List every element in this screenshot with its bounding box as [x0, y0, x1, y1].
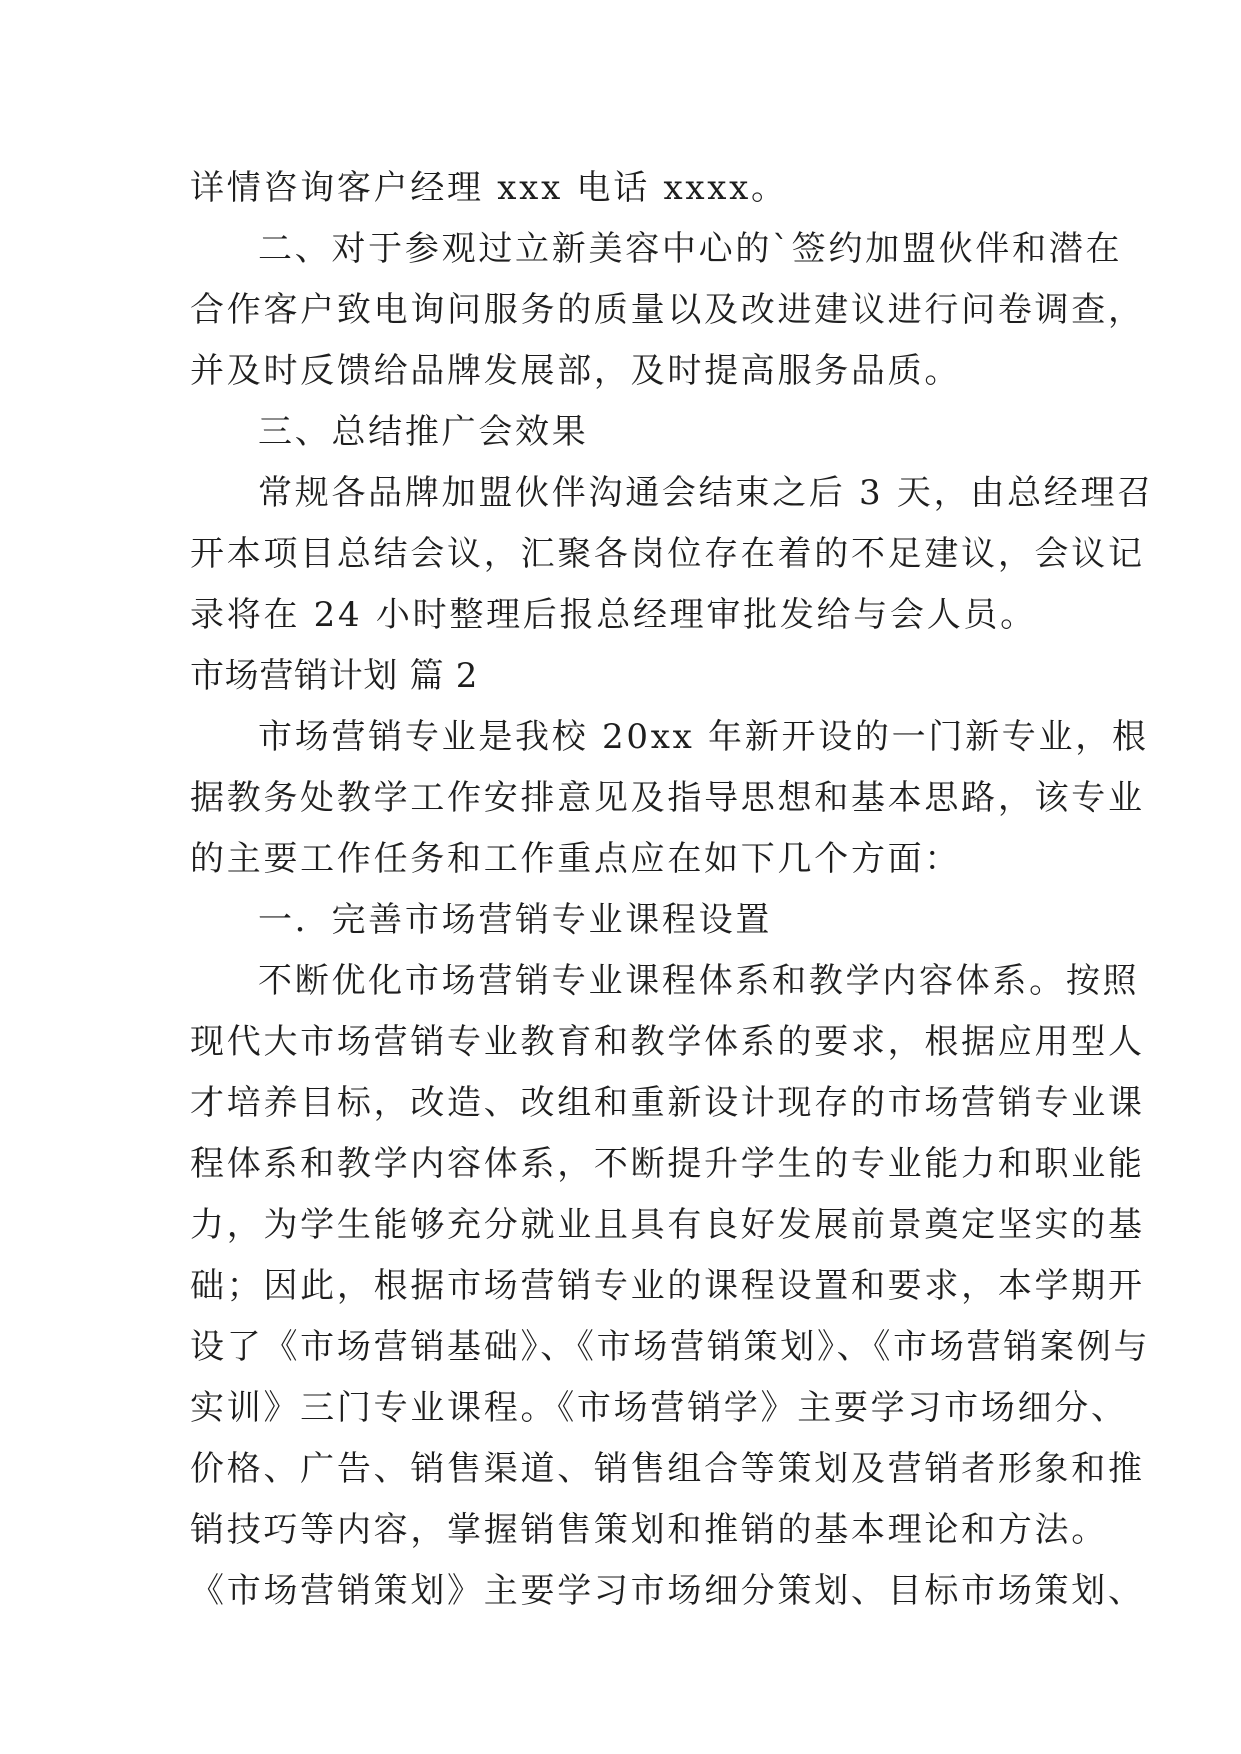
section-three-heading: 三、总结推广会效果 — [258, 412, 589, 452]
paragraph-line: 并及时反馈给品牌发展部，及时提高服务品质。 — [190, 351, 962, 391]
paragraph-line: 的主要工作任务和工作重点应在如下几个方面： — [190, 839, 962, 879]
paragraph-line: 础；因此，根据市场营销专业的课程设置和要求，本学期开 — [190, 1266, 1145, 1306]
paragraph-line: 市场营销专业是我校 20xx 年新开设的一门新专业，根 — [258, 717, 1149, 757]
section-one-heading: 一．完善市场营销专业课程设置 — [258, 900, 773, 940]
paragraph-line: 不断优化市场营销专业课程体系和教学内容体系。按照 — [258, 961, 1140, 1001]
paragraph-line: 据教务处教学工作安排意见及指导思想和基本思路，该专业 — [190, 778, 1145, 818]
section-two-paragraph-line: 二、对于参观过立新美容中心的`签约加盟伙伴和潜在 — [258, 229, 1123, 269]
paragraph-line: 现代大市场营销专业教育和教学体系的要求，根据应用型人 — [190, 1022, 1145, 1062]
paragraph-line: 才培养目标，改造、改组和重新设计现存的市场营销专业课 — [190, 1083, 1145, 1123]
paragraph-line: 力，为学生能够充分就业且具有良好发展前景奠定坚实的基 — [190, 1205, 1145, 1245]
paragraph-line: 销技巧等内容，掌握销售策划和推销的基本理论和方法。 — [190, 1510, 1108, 1550]
paragraph-line: 实训》三门专业课程。《市场营销学》主要学习市场细分、 — [190, 1388, 1128, 1428]
paragraph-line: 常规各品牌加盟伙伴沟通会结束之后 3 天，由总经理召 — [258, 473, 1154, 513]
paragraph-line: 合作客户致电询问服务的质量以及改进建议进行问卷调查， — [190, 290, 1145, 330]
paragraph-line: 程体系和教学内容体系，不断提升学生的专业能力和职业能 — [190, 1144, 1145, 1184]
paragraph-line: 设了《市场营销基础》、《市场营销策划》、《市场营销案例与 — [190, 1327, 1151, 1367]
paragraph-line: 开本项目总结会议，汇聚各岗位存在着的不足建议，会议记 — [190, 534, 1145, 574]
paragraph-line: 详情咨询客户经理 xxx 电话 xxxx。 — [190, 168, 788, 208]
paragraph-line: 录将在 24 小时整理后报总经理审批发给与会人员。 — [190, 595, 1037, 635]
paragraph-line: 《市场营销策划》主要学习市场细分策划、目标市场策划、 — [190, 1571, 1145, 1611]
paragraph-line: 价格、广告、销售渠道、销售组合等策划及营销者形象和推 — [190, 1449, 1145, 1489]
article-title: 市场营销计划 篇 2 — [190, 656, 479, 696]
document-body — [190, 158, 1154, 1622]
